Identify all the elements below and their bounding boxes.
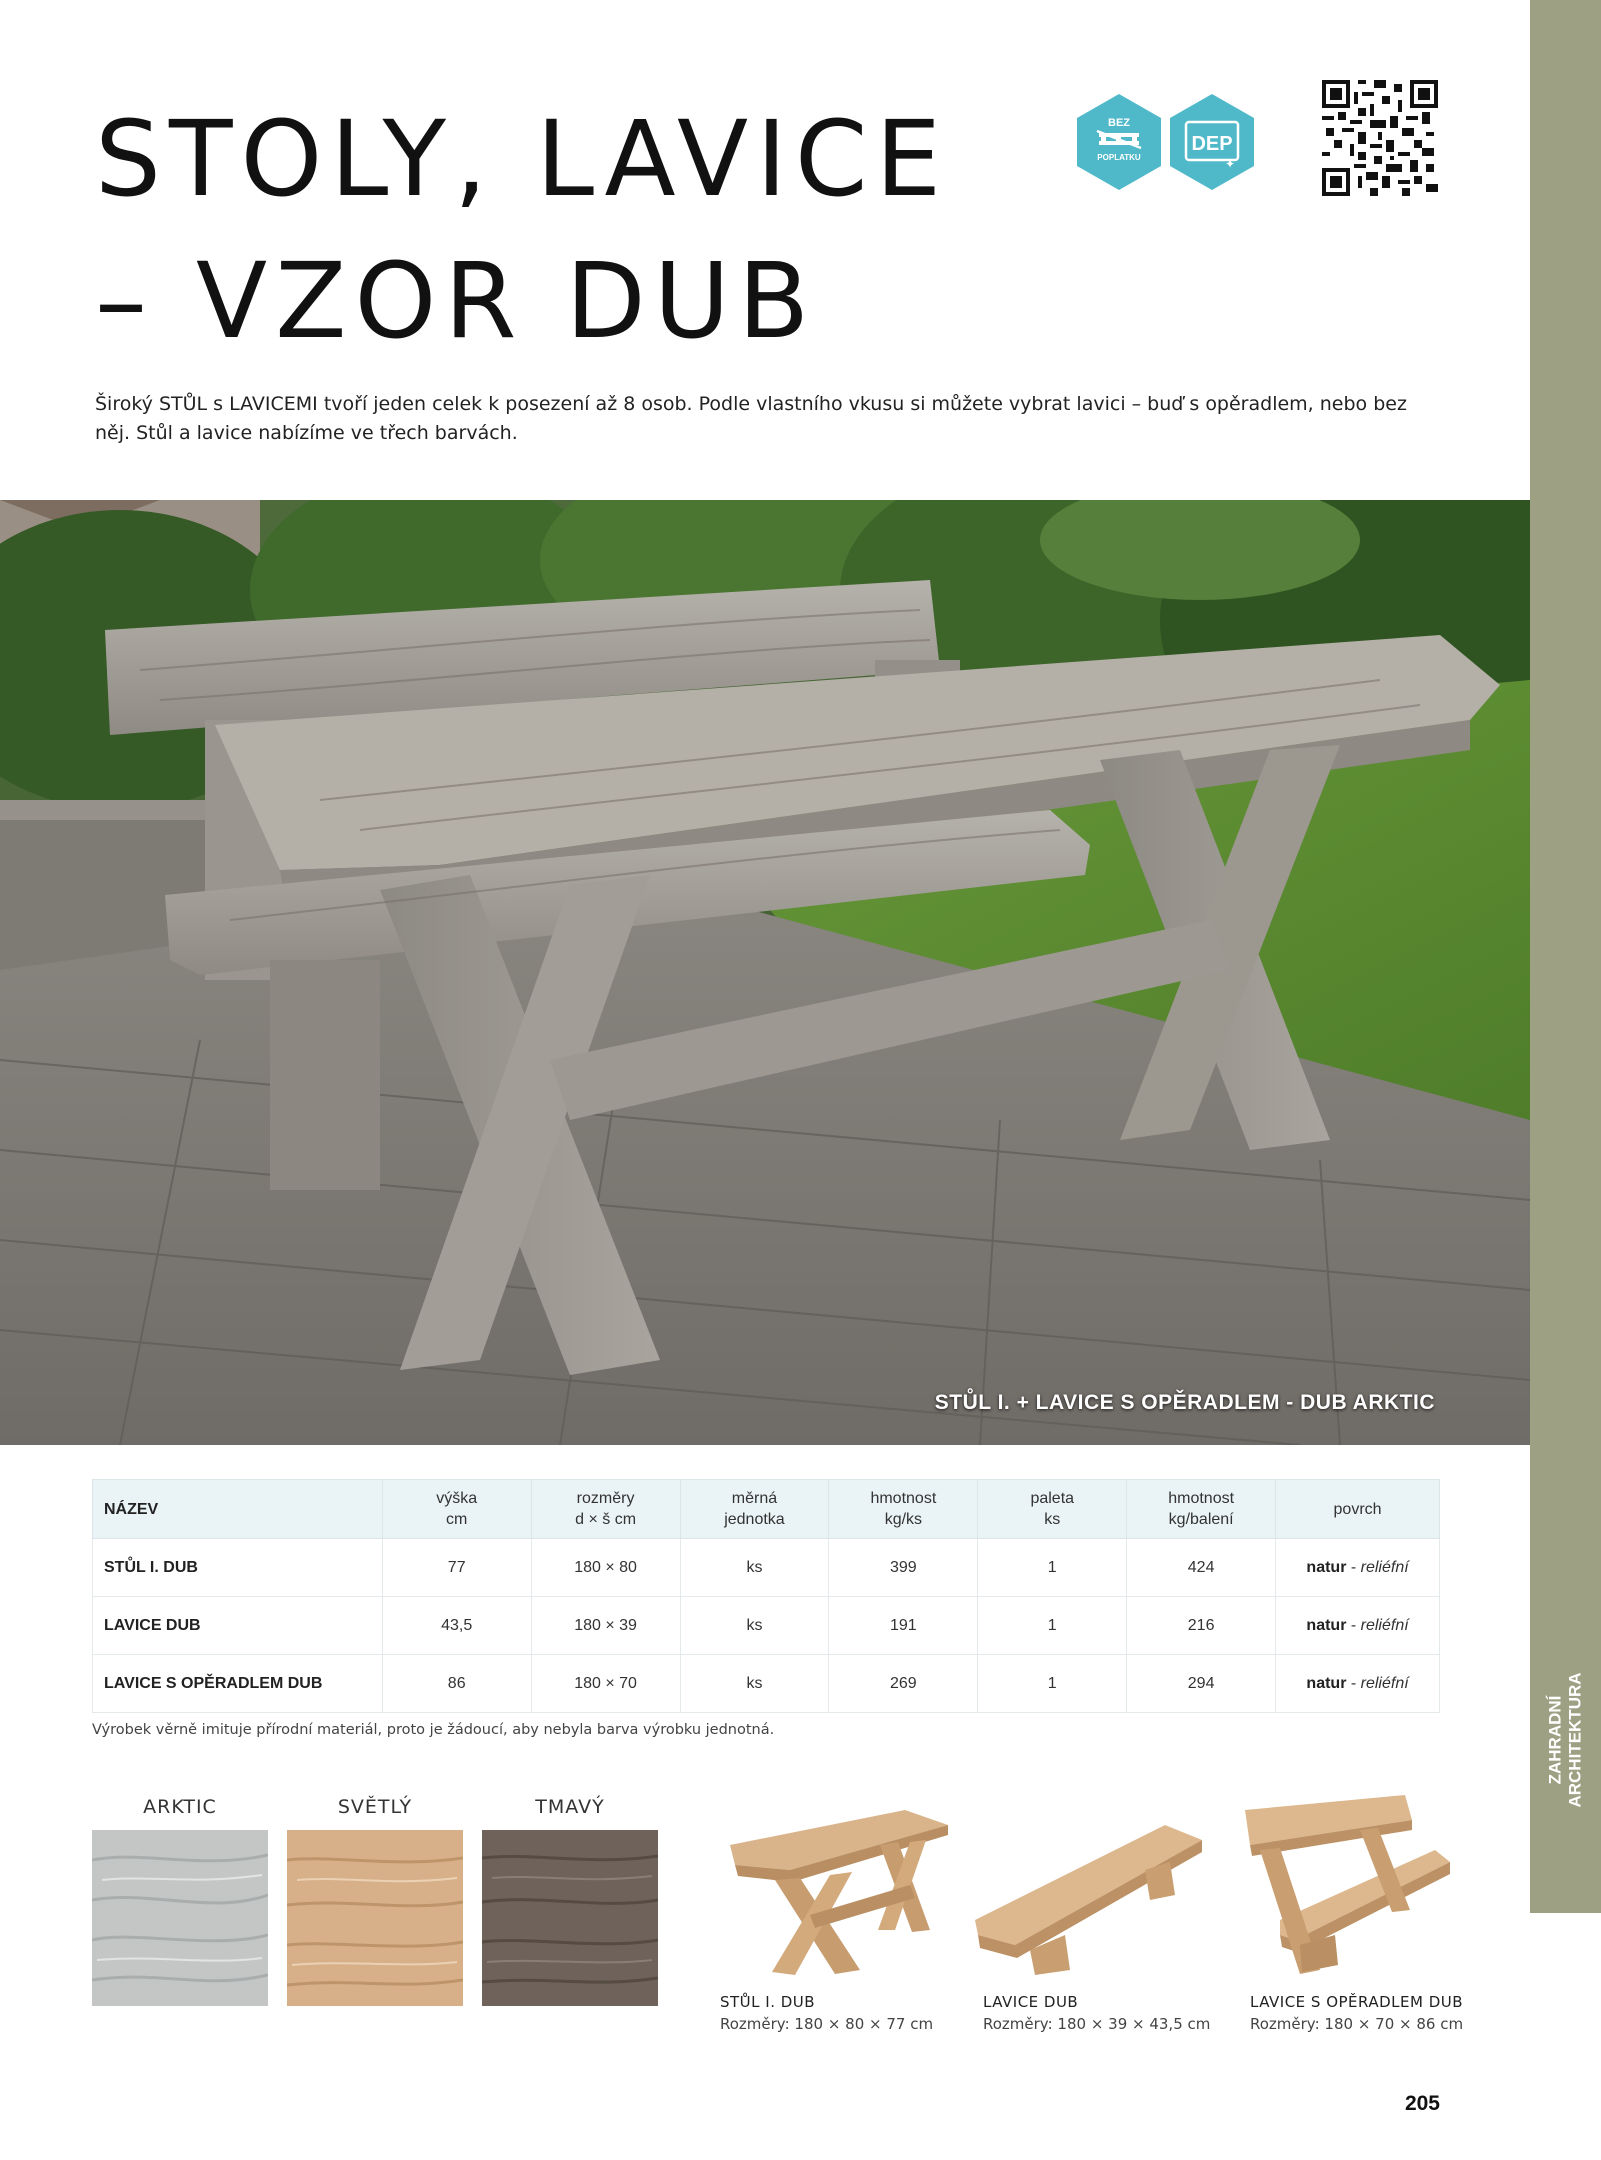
col-header-weight: hmotnost kg/ks [829,1480,978,1539]
cell-height: 86 [382,1655,531,1713]
color-label-arktic: ARKTIC [143,1796,217,1818]
color-label-tmavy: TMAVÝ [535,1796,605,1818]
col-header-name: NÁZEV [93,1480,383,1539]
product-image-bench-backrest [1240,1790,1450,1980]
col-header-unit: měrná jednotka [680,1480,829,1539]
cell-name: LAVICE DUB [93,1597,383,1655]
col-header-pallet: paleta ks [978,1480,1127,1539]
cell-height: 43,5 [382,1597,531,1655]
cell-pack-weight: 294 [1127,1655,1276,1713]
hero-photo [0,500,1530,1445]
product-name-bench-backrest: LAVICE S OPĚRADLEM DUB [1250,1993,1464,2011]
col-header-surface: povrch [1276,1480,1440,1539]
qr-code-icon [1322,80,1438,196]
sidebar-strip [1530,0,1601,1913]
product-dims-table: Rozměry: 180 × 80 × 77 cm [720,2015,934,2033]
cell-pack-weight: 216 [1127,1597,1276,1655]
cell-surface: natur - reliéfní [1276,1655,1440,1713]
cell-surface: natur - reliéfní [1276,1597,1440,1655]
cell-dimensions: 180 × 80 [531,1539,680,1597]
material-note: Výrobek věrně imituje přírodní materiál, proto je žádoucí, aby nebyla barva výrobku jednotná. [92,1722,775,1738]
col-header-pack-weight: hmotnost kg/balení [1127,1480,1276,1539]
product-name-bench: LAVICE DUB [983,1993,1079,2011]
cell-dimensions: 180 × 39 [531,1597,680,1655]
col-header-height: výška cm [382,1480,531,1539]
cell-unit: ks [680,1655,829,1713]
product-dims-bench-backrest: Rozměry: 180 × 70 × 86 cm [1250,2015,1464,2033]
table-row [93,1655,1440,1713]
cell-unit: ks [680,1597,829,1655]
specs-table [92,1479,1440,1713]
hero-caption: STŮL I. + LAVICE S OPĚRADLEM - DUB ARKTIC [934,1391,1435,1414]
badge-poplatku-text: POPLATKU [1097,153,1141,162]
cell-pack-weight: 424 [1127,1539,1276,1597]
dep-icon [1166,92,1258,192]
color-swatch-tmavy [482,1830,658,2006]
cell-weight: 399 [829,1539,978,1597]
sidebar-label-line2: ARCHITEKTURA [1566,1672,1586,1808]
color-label-svetly: SVĚTLÝ [337,1796,413,1818]
product-image-bench [970,1810,1205,1980]
cell-pallet: 1 [978,1597,1127,1655]
svg-text:✦: ✦ [1224,157,1236,171]
no-fee-pallet-icon [1073,92,1165,192]
table-row [93,1539,1440,1597]
cell-height: 77 [382,1539,531,1597]
cell-weight: 191 [829,1597,978,1655]
badge-dep-text: DEP [1191,133,1233,155]
intro-paragraph: Široký STŮL s LAVICEMI tvoří jeden celek k posezení až 8 osob. Podle vlastního vkusu si můžete vybrat lavici – buď s opěradlem, nebo bez něj. Stůl a lavice nabízíme ve třech barvách. [95,393,1407,444]
table-row [93,1597,1440,1655]
cell-name: LAVICE S OPĚRADLEM DUB [93,1655,383,1713]
product-name-table: STŮL I. DUB [720,1993,816,2011]
cell-weight: 269 [829,1655,978,1713]
page-title-line2: – VZOR DUB [95,240,818,362]
sidebar-label-line1: ZAHRADNÍ [1546,1695,1566,1785]
col-header-dimensions: rozměry d × š cm [531,1480,680,1539]
color-swatch-arktic [92,1830,268,2006]
cell-pallet: 1 [978,1539,1127,1597]
badge-bez-text: BEZ [1108,117,1130,129]
sidebar-section-label [1533,1650,1599,1830]
product-dims-bench: Rozměry: 180 × 39 × 43,5 cm [983,2015,1211,2033]
page-title-line1: STOLY, LAVICE [95,98,950,220]
cell-pallet: 1 [978,1655,1127,1713]
product-image-table [720,1790,950,1980]
table-header-row [93,1480,1440,1539]
cell-surface: natur - reliéfní [1276,1539,1440,1597]
color-swatch-svetly [287,1830,463,2006]
cell-dimensions: 180 × 70 [531,1655,680,1713]
cell-name: STŮL I. DUB [93,1539,383,1597]
cell-unit: ks [680,1539,829,1597]
page-title [95,88,949,372]
page-number: 205 [1404,2092,1440,2115]
